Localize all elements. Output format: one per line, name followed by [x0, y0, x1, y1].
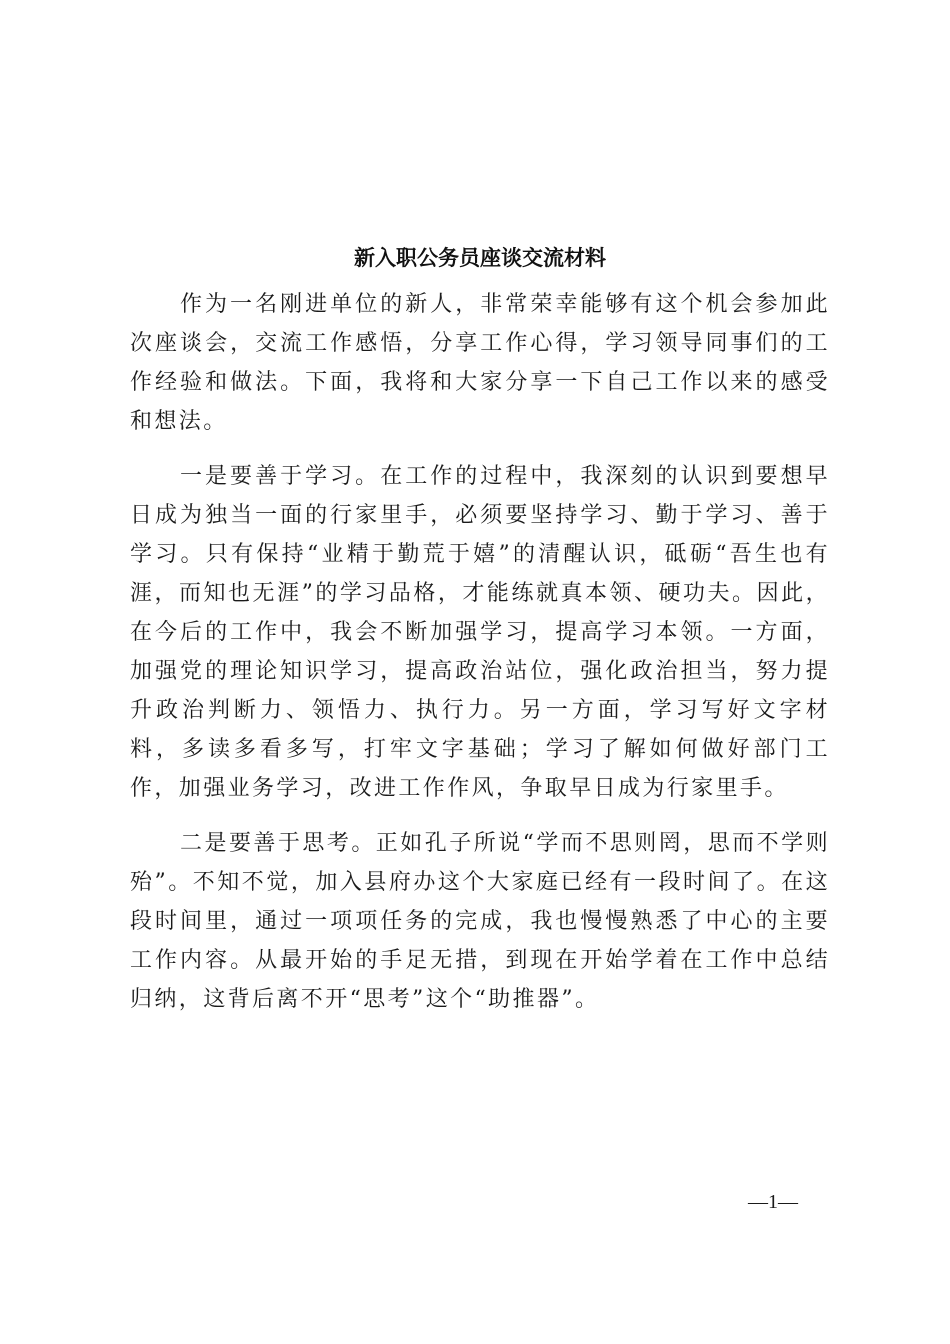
document-body [130, 285, 830, 1035]
paragraph-intro: 作为一名刚进单位的新人，非常荣幸能够有这个机会参加此次座谈会，交流工作感悟，分享工作心得，学习领导同事们的工作经验和做法。下面，我将和大家分享一下自己工作以来的感受和想法。 [130, 292, 830, 434]
document-title: 新入职公务员座谈交流材料 [354, 245, 606, 270]
paragraph-thinking: 二是要善于思考。正如孔子所说“学而不思则罔，思而不学则殆”。不知不觉，加入县府办这个大家庭已经有一段时间了。在这段时间里，通过一项项任务的完成，我也慢慢熟悉了中心的主要工作内容。从最开始的手足无措，到现在开始学着在工作中总结归纳，这背后离不开“思考”这个“助推器”。 [130, 831, 830, 1012]
paragraph-learning: 一是要善于学习。在工作的过程中，我深刻的认识到要想早日成为独当一面的行家里手，必须要坚持学习、勤于学习、善于学习。只有保持“业精于勤荒于嬉”的清醒认识，砥砺“吾生也有涯，而知也无涯”的学习品格，才能练就真本领、硬功夫。因此，在今后的工作中，我会不断加强学习，提高学习本领。一方面，加强党的理论知识学习，提高政治站位，强化政治担当，努力提升政治判断力、领悟力、执行力。另一方面，学习写好文字材料，多读多看多写，打牢文字基础；学习了解如何做好部门工作，加强业务学习，改进工作作风，争取早日成为行家里手。 [130, 464, 830, 801]
page-number: —1— [748, 1191, 798, 1213]
